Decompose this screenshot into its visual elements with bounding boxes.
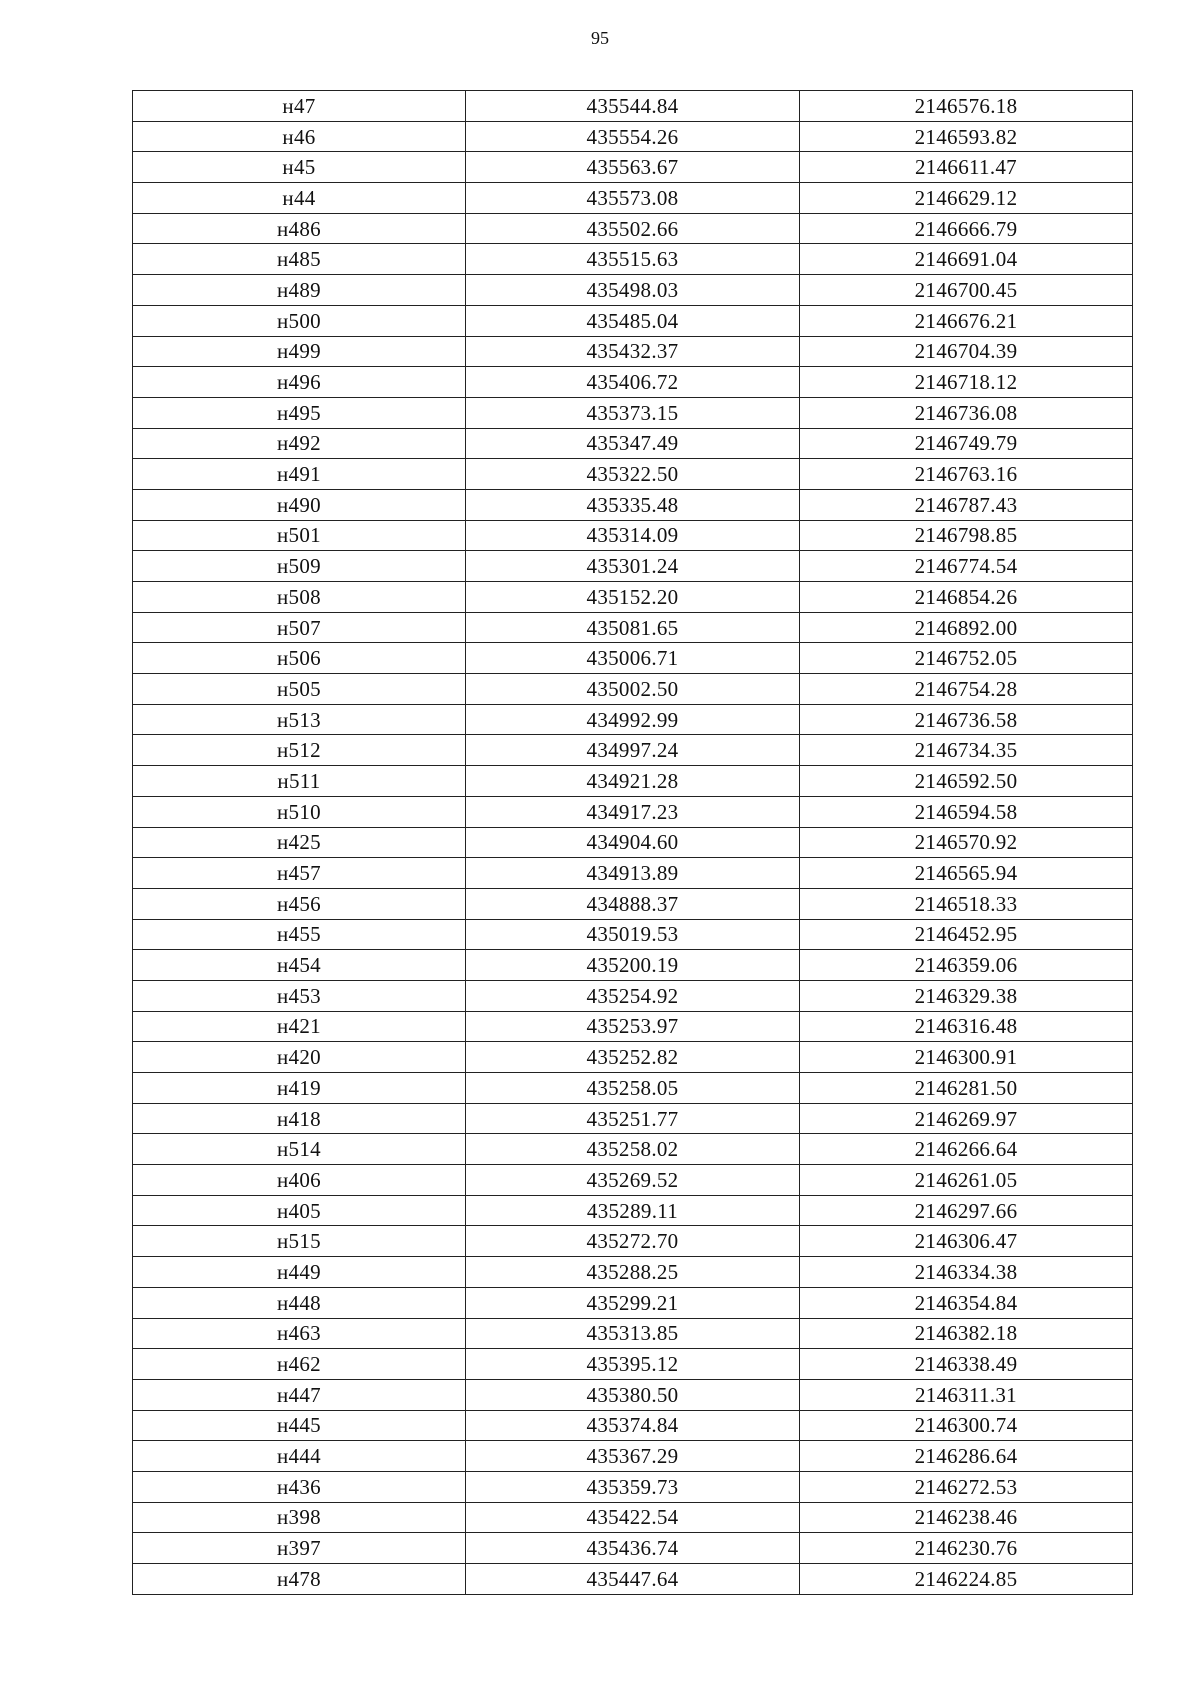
x-coordinate-cell: 435436.74 (466, 1533, 800, 1564)
point-id-cell: н445 (133, 1410, 466, 1441)
point-id-cell: н495 (133, 397, 466, 428)
point-id-cell: н506 (133, 643, 466, 674)
y-coordinate-cell: 2146593.82 (800, 121, 1133, 152)
y-coordinate-cell: 2146704.39 (800, 336, 1133, 367)
point-id-cell: н456 (133, 888, 466, 919)
point-id-cell: н421 (133, 1011, 466, 1042)
y-coordinate-cell: 2146281.50 (800, 1073, 1133, 1104)
y-coordinate-cell: 2146892.00 (800, 612, 1133, 643)
point-id-cell: н511 (133, 766, 466, 797)
table-row (133, 183, 1133, 214)
page-number: 95 (591, 28, 609, 48)
y-coordinate-cell: 2146787.43 (800, 489, 1133, 520)
y-coordinate-cell: 2146763.16 (800, 459, 1133, 490)
x-coordinate-cell: 435254.92 (466, 980, 800, 1011)
y-coordinate-cell: 2146272.53 (800, 1471, 1133, 1502)
x-coordinate-cell: 435563.67 (466, 152, 800, 183)
x-coordinate-cell: 435269.52 (466, 1165, 800, 1196)
table-row (133, 428, 1133, 459)
point-id-cell: н463 (133, 1318, 466, 1349)
y-coordinate-cell: 2146611.47 (800, 152, 1133, 183)
y-coordinate-cell: 2146754.28 (800, 674, 1133, 705)
y-coordinate-cell: 2146224.85 (800, 1564, 1133, 1595)
y-coordinate-cell: 2146749.79 (800, 428, 1133, 459)
y-coordinate-cell: 2146300.74 (800, 1410, 1133, 1441)
table-row (133, 704, 1133, 735)
y-coordinate-cell: 2146565.94 (800, 858, 1133, 889)
y-coordinate-cell: 2146452.95 (800, 919, 1133, 950)
x-coordinate-cell: 435554.26 (466, 121, 800, 152)
table-row (133, 1287, 1133, 1318)
y-coordinate-cell: 2146297.66 (800, 1195, 1133, 1226)
table-row (133, 950, 1133, 981)
y-coordinate-cell: 2146286.64 (800, 1441, 1133, 1472)
y-coordinate-cell: 2146261.05 (800, 1165, 1133, 1196)
coordinates-table-body (133, 91, 1133, 1595)
point-id-cell: н444 (133, 1441, 466, 1472)
table-row (133, 674, 1133, 705)
point-id-cell: н453 (133, 980, 466, 1011)
table-row (133, 1533, 1133, 1564)
point-id-cell: н490 (133, 489, 466, 520)
table-row (133, 1073, 1133, 1104)
y-coordinate-cell: 2146736.08 (800, 397, 1133, 428)
x-coordinate-cell: 435447.64 (466, 1564, 800, 1595)
y-coordinate-cell: 2146306.47 (800, 1226, 1133, 1257)
x-coordinate-cell: 435313.85 (466, 1318, 800, 1349)
table-row (133, 643, 1133, 674)
table-row (133, 152, 1133, 183)
x-coordinate-cell: 435485.04 (466, 305, 800, 336)
point-id-cell: н496 (133, 367, 466, 398)
x-coordinate-cell: 435373.15 (466, 397, 800, 428)
x-coordinate-cell: 434992.99 (466, 704, 800, 735)
table-row (133, 1564, 1133, 1595)
y-coordinate-cell: 2146774.54 (800, 551, 1133, 582)
x-coordinate-cell: 435406.72 (466, 367, 800, 398)
y-coordinate-cell: 2146718.12 (800, 367, 1133, 398)
y-coordinate-cell: 2146269.97 (800, 1103, 1133, 1134)
table-row (133, 1379, 1133, 1410)
table-row (133, 1410, 1133, 1441)
y-coordinate-cell: 2146736.58 (800, 704, 1133, 735)
point-id-cell: н418 (133, 1103, 466, 1134)
x-coordinate-cell: 435301.24 (466, 551, 800, 582)
x-coordinate-cell: 435573.08 (466, 183, 800, 214)
table-row (133, 244, 1133, 275)
point-id-cell: н478 (133, 1564, 466, 1595)
x-coordinate-cell: 434917.23 (466, 796, 800, 827)
table-row (133, 459, 1133, 490)
point-id-cell: н512 (133, 735, 466, 766)
point-id-cell: н486 (133, 213, 466, 244)
x-coordinate-cell: 435544.84 (466, 91, 800, 122)
table-row (133, 275, 1133, 306)
x-coordinate-cell: 435380.50 (466, 1379, 800, 1410)
x-coordinate-cell: 435498.03 (466, 275, 800, 306)
y-coordinate-cell: 2146752.05 (800, 643, 1133, 674)
y-coordinate-cell: 2146798.85 (800, 520, 1133, 551)
y-coordinate-cell: 2146300.91 (800, 1042, 1133, 1073)
point-id-cell: н420 (133, 1042, 466, 1073)
y-coordinate-cell: 2146266.64 (800, 1134, 1133, 1165)
x-coordinate-cell: 434913.89 (466, 858, 800, 889)
table-row (133, 397, 1133, 428)
table-row (133, 1103, 1133, 1134)
table-row (133, 1195, 1133, 1226)
table-row (133, 213, 1133, 244)
y-coordinate-cell: 2146592.50 (800, 766, 1133, 797)
point-id-cell: н436 (133, 1471, 466, 1502)
table-row (133, 1441, 1133, 1472)
table-row (133, 1165, 1133, 1196)
point-id-cell: н45 (133, 152, 466, 183)
table-row (133, 305, 1133, 336)
table-row (133, 1349, 1133, 1380)
point-id-cell: н449 (133, 1257, 466, 1288)
table-row (133, 980, 1133, 1011)
y-coordinate-cell: 2146230.76 (800, 1533, 1133, 1564)
table-row (133, 1502, 1133, 1533)
x-coordinate-cell: 435432.37 (466, 336, 800, 367)
point-id-cell: н448 (133, 1287, 466, 1318)
x-coordinate-cell: 435152.20 (466, 582, 800, 613)
point-id-cell: н509 (133, 551, 466, 582)
y-coordinate-cell: 2146359.06 (800, 950, 1133, 981)
point-id-cell: н457 (133, 858, 466, 889)
y-coordinate-cell: 2146382.18 (800, 1318, 1133, 1349)
y-coordinate-cell: 2146676.21 (800, 305, 1133, 336)
x-coordinate-cell: 435081.65 (466, 612, 800, 643)
point-id-cell: н447 (133, 1379, 466, 1410)
x-coordinate-cell: 435322.50 (466, 459, 800, 490)
x-coordinate-cell: 435502.66 (466, 213, 800, 244)
table-row (133, 1134, 1133, 1165)
point-id-cell: н514 (133, 1134, 466, 1165)
table-row (133, 336, 1133, 367)
y-coordinate-cell: 2146576.18 (800, 91, 1133, 122)
y-coordinate-cell: 2146329.38 (800, 980, 1133, 1011)
table-row (133, 858, 1133, 889)
table-row (133, 1226, 1133, 1257)
x-coordinate-cell: 434997.24 (466, 735, 800, 766)
table-row (133, 520, 1133, 551)
point-id-cell: н510 (133, 796, 466, 827)
x-coordinate-cell: 435359.73 (466, 1471, 800, 1502)
x-coordinate-cell: 435335.48 (466, 489, 800, 520)
table-row (133, 1257, 1133, 1288)
x-coordinate-cell: 434888.37 (466, 888, 800, 919)
y-coordinate-cell: 2146238.46 (800, 1502, 1133, 1533)
point-id-cell: н455 (133, 919, 466, 950)
point-id-cell: н425 (133, 827, 466, 858)
y-coordinate-cell: 2146334.38 (800, 1257, 1133, 1288)
x-coordinate-cell: 435367.29 (466, 1441, 800, 1472)
y-coordinate-cell: 2146854.26 (800, 582, 1133, 613)
point-id-cell: н398 (133, 1502, 466, 1533)
x-coordinate-cell: 435253.97 (466, 1011, 800, 1042)
table-row (133, 827, 1133, 858)
point-id-cell: н507 (133, 612, 466, 643)
x-coordinate-cell: 435272.70 (466, 1226, 800, 1257)
point-id-cell: н505 (133, 674, 466, 705)
x-coordinate-cell: 435515.63 (466, 244, 800, 275)
point-id-cell: н406 (133, 1165, 466, 1196)
x-coordinate-cell: 435200.19 (466, 950, 800, 981)
point-id-cell: н515 (133, 1226, 466, 1257)
point-id-cell: н500 (133, 305, 466, 336)
y-coordinate-cell: 2146666.79 (800, 213, 1133, 244)
point-id-cell: н462 (133, 1349, 466, 1380)
y-coordinate-cell: 2146700.45 (800, 275, 1133, 306)
table-row (133, 1318, 1133, 1349)
y-coordinate-cell: 2146734.35 (800, 735, 1133, 766)
table-row (133, 551, 1133, 582)
x-coordinate-cell: 435258.02 (466, 1134, 800, 1165)
y-coordinate-cell: 2146594.58 (800, 796, 1133, 827)
x-coordinate-cell: 434921.28 (466, 766, 800, 797)
coordinates-table-container (132, 90, 1132, 1595)
table-row (133, 1471, 1133, 1502)
table-row (133, 489, 1133, 520)
point-id-cell: н492 (133, 428, 466, 459)
table-row (133, 1011, 1133, 1042)
x-coordinate-cell: 435006.71 (466, 643, 800, 674)
x-coordinate-cell: 435395.12 (466, 1349, 800, 1380)
point-id-cell: н405 (133, 1195, 466, 1226)
x-coordinate-cell: 435252.82 (466, 1042, 800, 1073)
point-id-cell: н499 (133, 336, 466, 367)
x-coordinate-cell: 435299.21 (466, 1287, 800, 1318)
x-coordinate-cell: 435288.25 (466, 1257, 800, 1288)
table-row (133, 367, 1133, 398)
y-coordinate-cell: 2146570.92 (800, 827, 1133, 858)
x-coordinate-cell: 435002.50 (466, 674, 800, 705)
point-id-cell: н513 (133, 704, 466, 735)
point-id-cell: н47 (133, 91, 466, 122)
y-coordinate-cell: 2146316.48 (800, 1011, 1133, 1042)
x-coordinate-cell: 435258.05 (466, 1073, 800, 1104)
x-coordinate-cell: 435347.49 (466, 428, 800, 459)
x-coordinate-cell: 435314.09 (466, 520, 800, 551)
x-coordinate-cell: 435289.11 (466, 1195, 800, 1226)
x-coordinate-cell: 434904.60 (466, 827, 800, 858)
point-id-cell: н508 (133, 582, 466, 613)
y-coordinate-cell: 2146338.49 (800, 1349, 1133, 1380)
y-coordinate-cell: 2146311.31 (800, 1379, 1133, 1410)
point-id-cell: н419 (133, 1073, 466, 1104)
point-id-cell: н454 (133, 950, 466, 981)
point-id-cell: н44 (133, 183, 466, 214)
y-coordinate-cell: 2146629.12 (800, 183, 1133, 214)
point-id-cell: н397 (133, 1533, 466, 1564)
table-row (133, 888, 1133, 919)
y-coordinate-cell: 2146518.33 (800, 888, 1133, 919)
y-coordinate-cell: 2146354.84 (800, 1287, 1133, 1318)
table-row (133, 91, 1133, 122)
point-id-cell: н489 (133, 275, 466, 306)
x-coordinate-cell: 435251.77 (466, 1103, 800, 1134)
point-id-cell: н491 (133, 459, 466, 490)
table-row (133, 612, 1133, 643)
x-coordinate-cell: 435422.54 (466, 1502, 800, 1533)
table-row (133, 919, 1133, 950)
table-row (133, 796, 1133, 827)
y-coordinate-cell: 2146691.04 (800, 244, 1133, 275)
point-id-cell: н46 (133, 121, 466, 152)
x-coordinate-cell: 435374.84 (466, 1410, 800, 1441)
table-row (133, 1042, 1133, 1073)
coordinates-table (132, 90, 1133, 1595)
point-id-cell: н501 (133, 520, 466, 551)
table-row (133, 766, 1133, 797)
point-id-cell: н485 (133, 244, 466, 275)
table-row (133, 121, 1133, 152)
table-row (133, 582, 1133, 613)
table-row (133, 735, 1133, 766)
x-coordinate-cell: 435019.53 (466, 919, 800, 950)
